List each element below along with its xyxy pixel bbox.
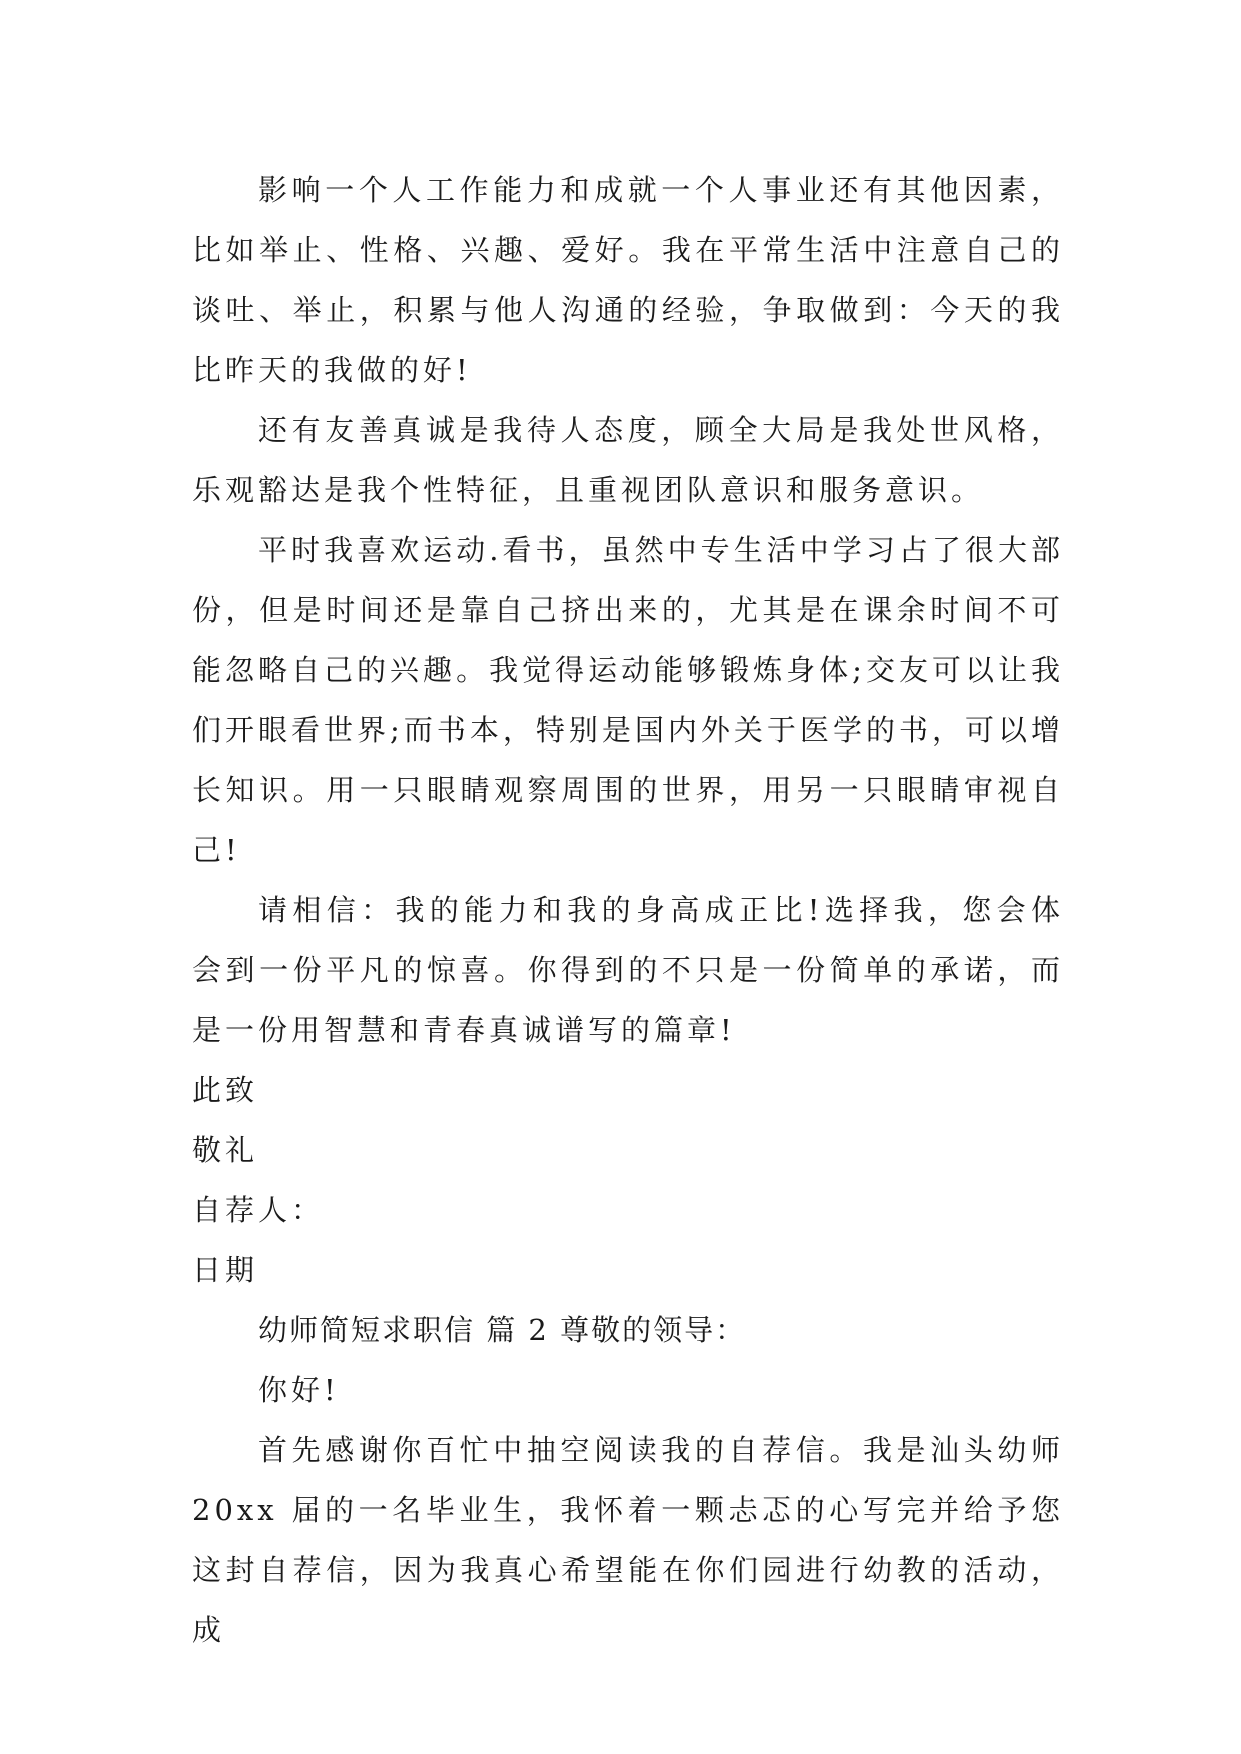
paragraph-hobbies: 平时我喜欢运动.看书，虽然中专生活中学习占了很大部份，但是时间还是靠自己挤出来的，尤其是在课余时间不可能忽略自己的兴趣。我觉得运动能够锻炼身体;交友可以让我们开眼看世界;而书本，特别是国内外关于医学的书，可以增长知识。用一只眼睛观察周围的世界，用另一只眼睛审视自己! [192, 533, 1064, 867]
closing-salutation: 此致 [192, 1073, 259, 1107]
paragraph-personality: 影响一个人工作能力和成就一个人事业还有其他因素，比如举止、性格、兴趣、爱好。我在平常生活中注意自己的谈吐、举止，积累与他人沟通的经验，争取做到：今天的我比昨天的我做的好! [192, 173, 1064, 387]
signer-label: 自荐人： [192, 1193, 325, 1227]
paragraph-attitude: 还有友善真诚是我待人态度，顾全大局是我处世风格，乐观豁达是我个性特征，且重视团队意识和服务意识。 [192, 413, 1064, 507]
second-letter-greeting: 你好! [258, 1373, 340, 1407]
second-letter-heading: 幼师简短求职信 篇 2 尊敬的领导： [258, 1313, 747, 1347]
closing-regards: 敬礼 [192, 1133, 259, 1167]
document-body [192, 160, 1064, 1660]
paragraph-conclusion: 请相信：我的能力和我的身高成正比!选择我，您会体会到一份平凡的惊喜。你得到的不只是一份简单的承诺，而是一份用智慧和青春真诚谱写的篇章! [192, 893, 1064, 1047]
date-label: 日期 [192, 1253, 259, 1287]
second-letter-opening: 首先感谢你百忙中抽空阅读我的自荐信。我是汕头幼师20xx 届的一名毕业生，我怀着一颗忐忑的心写完并给予您这封自荐信，因为我真心希望能在你们园进行幼教的活动，成 [192, 1433, 1064, 1647]
